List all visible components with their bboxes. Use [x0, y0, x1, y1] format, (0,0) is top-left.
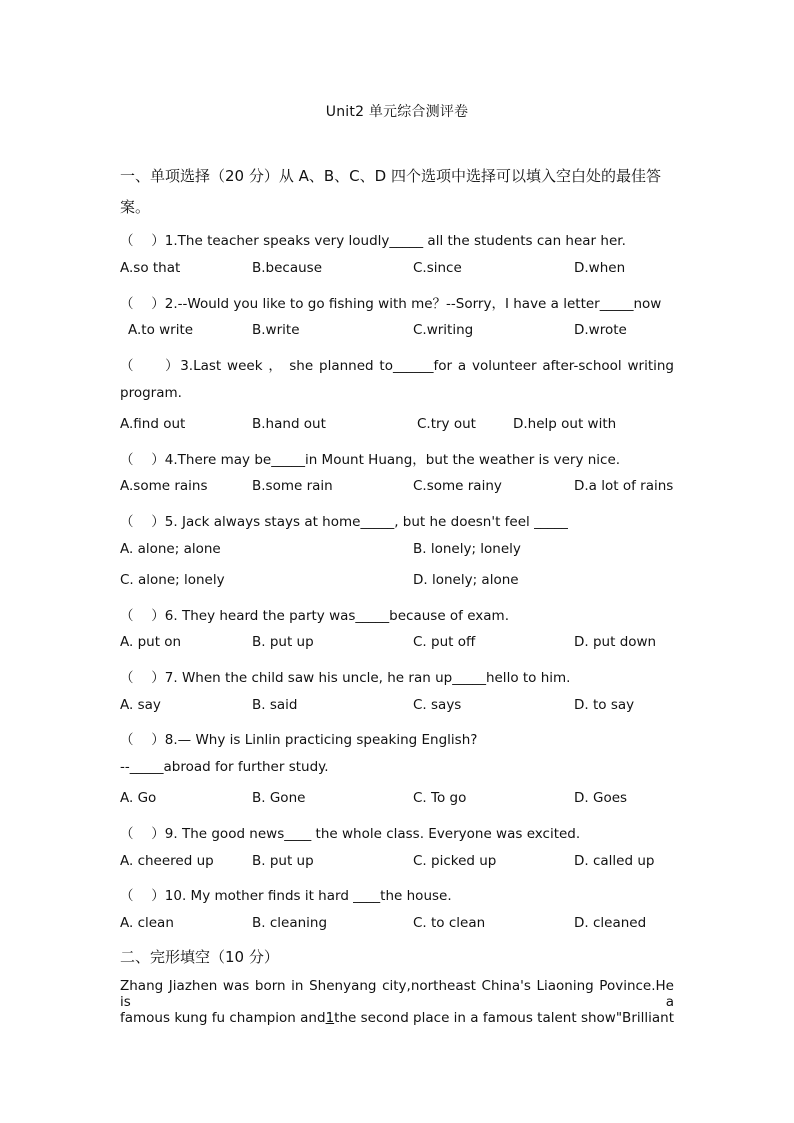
- q7-option-a: A. say: [120, 697, 161, 713]
- q4-option-d: D.a lot of rains: [574, 478, 674, 494]
- q10-option-c: C. to clean: [413, 915, 486, 931]
- section1-heading: 一、单项选择（20 分）从 A、B、C、D 四个选项中选择可以填入空白处的最佳答: [120, 167, 661, 185]
- section1-heading-cont: 案。: [120, 198, 151, 216]
- q3-option-a: A.find out: [120, 416, 186, 432]
- q2-option-c: C.writing: [413, 322, 474, 338]
- question-3: （ ）3.Last week ， she planned to______for a volunteer after-school writing: [120, 358, 674, 374]
- q6-option-c: C. put off: [413, 634, 476, 650]
- q10-option-a: A. clean: [120, 915, 174, 931]
- q9-option-c: C. picked up: [413, 853, 497, 869]
- q7-option-d: D. to say: [574, 697, 635, 713]
- cloze-blank-1: 1: [325, 1010, 335, 1026]
- question-8-cont: --_____abroad for further study.: [120, 759, 329, 775]
- q2-option-d: D.wrote: [574, 322, 627, 338]
- question-9: （ ）9. The good news____ the whole class. Everyone was excited.: [120, 826, 581, 842]
- q5-option-c: C. alone; lonely: [120, 572, 225, 588]
- q8-option-b: B. Gone: [252, 790, 306, 806]
- q5-option-d: D. lonely; alone: [413, 572, 519, 588]
- q1-option-b: B.because: [252, 260, 323, 276]
- q6-option-d: D. put down: [574, 634, 657, 650]
- q4-option-a: A.some rains: [120, 478, 208, 494]
- question-7: （ ）7. When the child saw his uncle, he ran up_____hello to him.: [120, 670, 571, 686]
- cloze-text-b: the second place in a famous talent show"Brilliant: [334, 1010, 674, 1026]
- question-10: （ ）10. My mother finds it hard ____the house.: [120, 888, 452, 904]
- q9-option-b: B. put up: [252, 853, 314, 869]
- question-1: （ ）1.The teacher speaks very loudly_____ all the students can hear her.: [120, 233, 626, 249]
- q9-option-a: A. cheered up: [120, 853, 214, 869]
- q3-option-d: D.help out with: [513, 416, 617, 432]
- q8-option-c: C. To go: [413, 790, 467, 806]
- q1-option-a: A.so that: [120, 260, 181, 276]
- q8-option-a: A. Go: [120, 790, 157, 806]
- q6-option-a: A. put on: [120, 634, 182, 650]
- q1-option-d: D.when: [574, 260, 626, 276]
- cloze-paragraph-line-2: [120, 1010, 674, 1026]
- q7-option-b: B. said: [252, 697, 298, 713]
- cloze-paragraph-line-1: Zhang Jiazhen was born in Shenyang city,northeast China's Liaoning Povince.He is a: [120, 978, 674, 1010]
- section2-heading: 二、完形填空（10 分）: [120, 948, 279, 966]
- q5-option-b: B. lonely; lonely: [413, 541, 521, 557]
- question-5: （ ）5. Jack always stays at home_____, but he doesn't feel _____: [120, 514, 568, 530]
- q10-option-d: D. cleaned: [574, 915, 647, 931]
- q4-option-b: B.some rain: [252, 478, 333, 494]
- question-6: （ ）6. They heard the party was_____because of exam.: [120, 608, 510, 624]
- question-4: （ ）4.There may be_____in Mount Huang，but the weather is very nice.: [120, 452, 621, 468]
- page-title: Unit2 单元综合测评卷: [325, 104, 469, 120]
- q6-option-b: B. put up: [252, 634, 314, 650]
- q3-option-c: C.try out: [417, 416, 476, 432]
- q10-option-b: B. cleaning: [252, 915, 328, 931]
- q8-option-d: D. Goes: [574, 790, 628, 806]
- question-2: （ ）2.--Would you like to go fishing with me？--Sorry，I have a letter_____now: [120, 296, 662, 312]
- q3-option-b: B.hand out: [252, 416, 326, 432]
- q9-option-d: D. called up: [574, 853, 655, 869]
- q2-option-b: B.write: [252, 322, 300, 338]
- q7-option-c: C. says: [413, 697, 462, 713]
- q5-option-a: A. alone; alone: [120, 541, 221, 557]
- q2-option-a: A.to write: [128, 322, 194, 338]
- question-3-cont: program.: [120, 385, 182, 401]
- q4-option-c: C.some rainy: [413, 478, 502, 494]
- cloze-text-a: famous kung fu champion and: [120, 1010, 326, 1026]
- question-8: （ ）8.— Why is Linlin practicing speaking English?: [120, 732, 478, 748]
- q1-option-c: C.since: [413, 260, 462, 276]
